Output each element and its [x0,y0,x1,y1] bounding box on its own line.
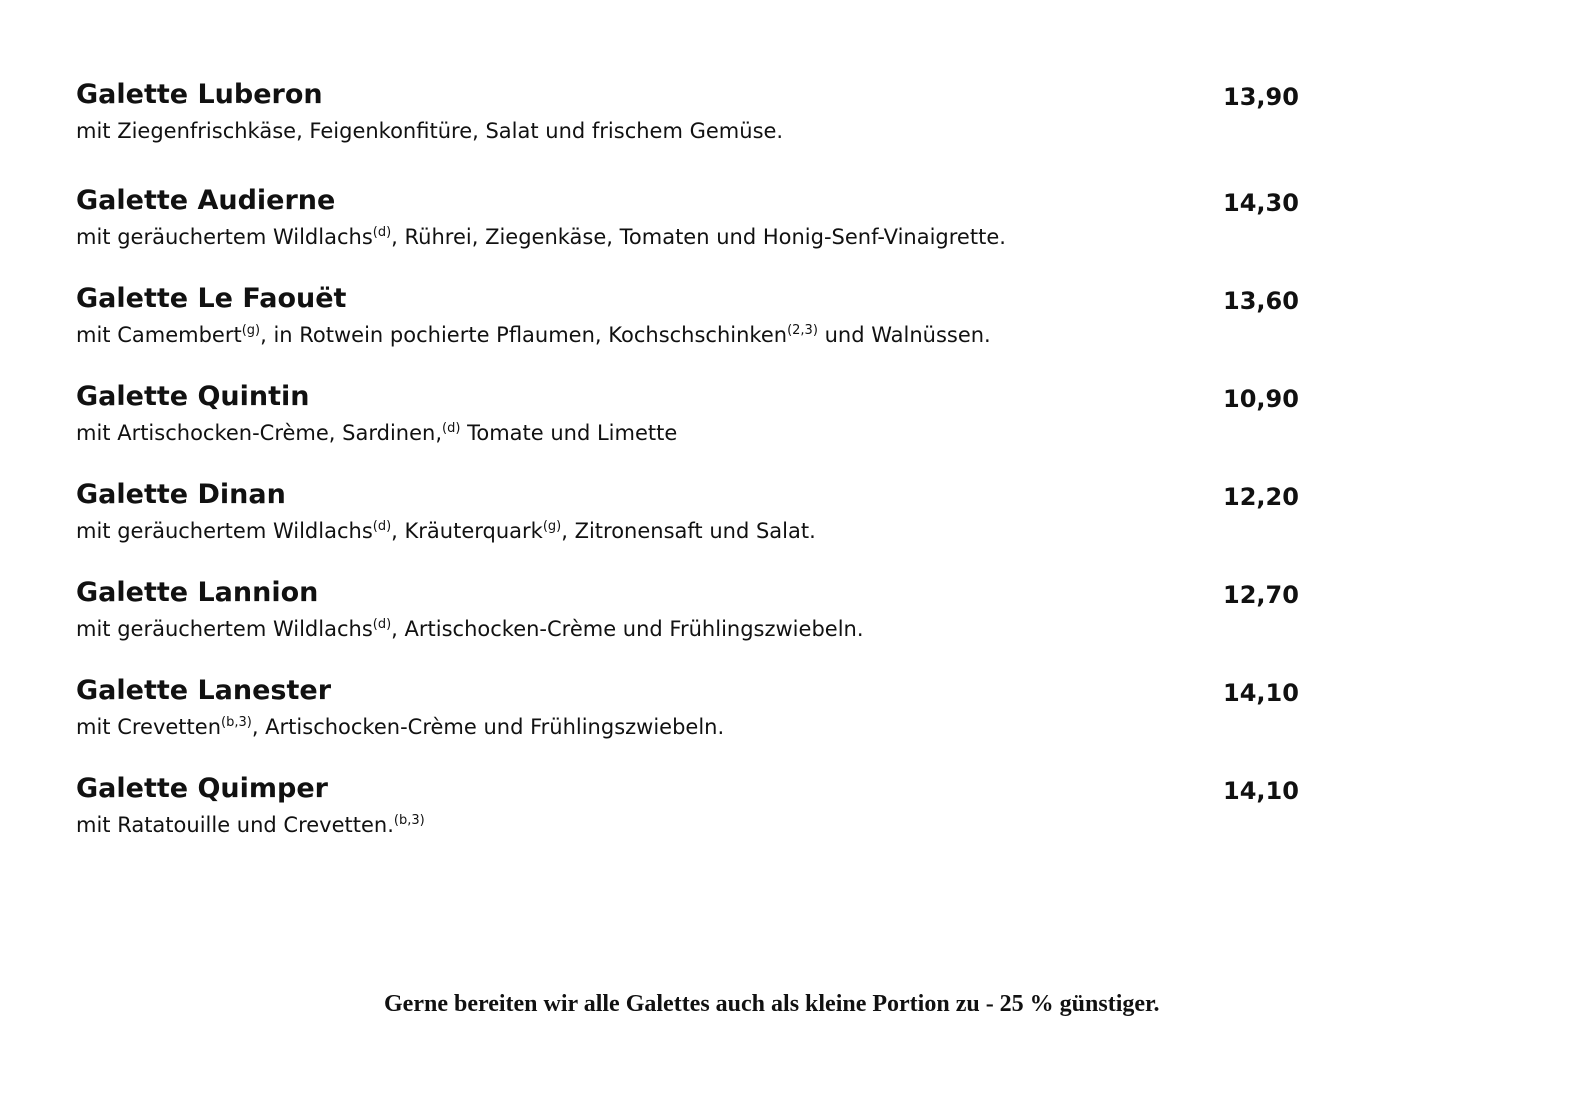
dish-name: Galette Quimper [76,773,328,804]
dish-description [76,418,677,448]
description-text: , in Rotwein pochierte Pflaumen, Kochschschinken [260,323,788,347]
dish-description [76,712,724,742]
allergen-footnote: (d) [372,617,392,632]
allergen-footnote: (g) [542,519,562,534]
dish-price: 12,70 [1223,581,1299,609]
allergen-footnote: (b,3) [221,715,252,730]
dish-description [76,320,991,350]
dish-name: Galette Quintin [76,381,310,412]
dish-description [76,116,783,146]
menu-item [76,184,1306,282]
description-text: und Walnüssen. [817,323,991,347]
menu-item [76,478,1306,576]
description-text: Tomate und Limette [460,421,678,445]
description-text: , Zitronensaft und Salat. [561,519,816,543]
dish-description [76,810,425,840]
dish-name: Galette Audierne [76,185,336,216]
dish-price: 14,10 [1223,679,1299,707]
description-text: mit geräuchertem Wildlachs [76,519,373,543]
dish-description [76,614,864,644]
description-text: mit geräuchertem Wildlachs [76,617,373,641]
description-text: mit geräuchertem Wildlachs [76,225,373,249]
allergen-footnote: (g) [241,323,261,338]
allergen-footnote: (d) [372,519,392,534]
description-text: mit Artischocken-Crème, Sardinen, [76,421,443,445]
description-text: mit Camembert [76,323,242,347]
allergen-footnote: (b,3) [393,813,425,828]
dish-description [76,222,1006,252]
dish-name: Galette Lannion [76,577,319,608]
menu-item [76,380,1306,478]
description-text: mit Ziegenfrischkäse, Feigenkonfitüre, Salat und frischem Gemüse. [76,119,784,143]
dish-price: 10,90 [1223,385,1299,413]
menu-item [76,282,1306,380]
dish-name: Galette Le Faouët [76,283,347,314]
menu-item [76,78,1306,184]
description-text: , Artischocken-Crème und Frühlingszwiebeln. [251,715,725,739]
menu-item [76,772,1306,870]
description-text: mit Ratatouille und Crevetten. [76,813,394,837]
dish-name: Galette Dinan [76,479,286,510]
dish-name: Galette Luberon [76,79,323,110]
small-portion-note: Gerne bereiten wir alle Galettes auch als kleine Portion zu - 25 % günstiger. [384,991,1160,1017]
allergen-footnote: (2,3) [787,323,818,338]
dish-name: Galette Lanester [76,675,332,706]
dish-price: 14,10 [1223,777,1299,805]
description-text: , Rührei, Ziegenkäse, Tomaten und Honig-Senf-Vinaigrette. [391,225,1006,249]
dish-price: 14,30 [1223,189,1299,217]
galette-menu-list [76,78,1306,870]
allergen-footnote: (d) [372,225,392,240]
allergen-footnote: (d) [442,421,461,436]
dish-price: 12,20 [1223,483,1299,511]
description-text: , Kräuterquark [391,519,543,543]
menu-item [76,576,1306,674]
menu-item [76,674,1306,772]
description-text: , Artischocken-Crème und Frühlingszwiebeln. [391,617,864,641]
dish-description [76,516,816,546]
dish-price: 13,90 [1223,83,1299,111]
dish-price: 13,60 [1223,287,1299,315]
description-text: mit Crevetten [76,715,222,739]
